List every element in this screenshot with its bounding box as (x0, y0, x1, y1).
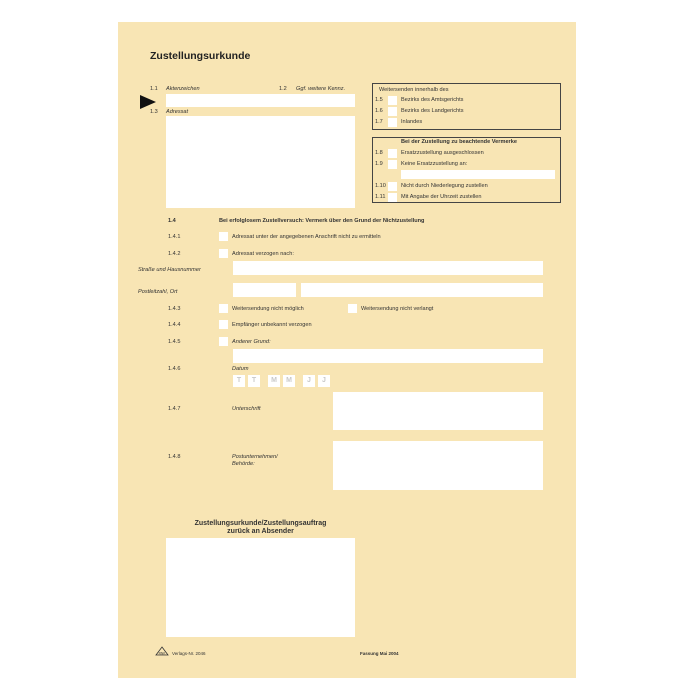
section-1-4-number: 1.4 (168, 218, 176, 224)
row-1-4-2-label: Adressat verzogen nach: (232, 251, 294, 257)
forwarding-box (372, 83, 561, 130)
checkbox-1-4-4[interactable] (219, 320, 228, 329)
checkbox-1-5[interactable] (388, 96, 397, 105)
sender-address-box[interactable] (166, 538, 355, 637)
no-substitute-recipient-input[interactable] (401, 170, 555, 179)
city-label: Postleitzahl, Ort (138, 289, 178, 295)
date-label: Datum (232, 366, 249, 372)
file-number-input[interactable] (166, 94, 355, 107)
postal-company-input[interactable] (333, 441, 543, 490)
checkbox-1-8[interactable] (388, 149, 397, 158)
row-1-4-7-number: 1.4.7 (168, 406, 181, 412)
forwarding-heading: Weitersenden innerhalb des (379, 87, 449, 93)
form-version: Fassung Mai 2004 (360, 651, 399, 656)
checkbox-1-11[interactable] (388, 193, 397, 202)
note-1-9-label: Keine Ersatzzustellung an: (401, 161, 468, 167)
field-1-2-number: 1.2 (279, 86, 287, 92)
checkbox-1-6[interactable] (388, 107, 397, 116)
checkbox-1-4-1[interactable] (219, 232, 228, 241)
street-label: Straße und Hausnummer (138, 267, 201, 273)
publisher-logo-text: RNK (158, 651, 166, 656)
publisher-logo-icon (155, 646, 169, 656)
forwarding-1-5-label: Bezirks des Amtsgerichts (401, 97, 464, 103)
row-1-4-6-number: 1.4.6 (168, 366, 181, 372)
postal-company-label-line1: Postunternehmen/ (232, 454, 278, 460)
row-1-4-1-label: Adressat unter der angegebenen Anschrift nicht zu ermitteln (232, 234, 381, 240)
form-sheet (118, 22, 576, 678)
note-1-10-label: Nicht durch Niederlegung zustellen (401, 183, 488, 189)
row-1-4-8-number: 1.4.8 (168, 454, 181, 460)
checkbox-1-9[interactable] (388, 160, 397, 169)
note-1-11-number: 1.11 (375, 194, 386, 200)
date-cell-day-1[interactable]: T (233, 375, 245, 387)
row-1-4-4-label: Empfänger unbekannt verzogen (232, 322, 312, 328)
delivery-notes-box (372, 137, 561, 203)
forwarding-1-6-number: 1.6 (375, 108, 383, 114)
checkbox-1-4-3-b[interactable] (348, 304, 357, 313)
forwarding-1-6-label: Bezirks des Landgerichts (401, 108, 464, 114)
row-1-4-2-number: 1.4.2 (168, 251, 181, 257)
section-1-4-heading: Bei erfolglosem Zustellversuch: Vermerk über den Grund der Nichtzustellung (219, 218, 425, 224)
field-1-2-label: Ggf. weitere Kennz. (296, 86, 346, 92)
note-1-9-number: 1.9 (375, 161, 383, 167)
date-cell-year-1[interactable]: J (303, 375, 315, 387)
checkbox-1-4-5[interactable] (219, 337, 228, 346)
signature-label: Unterschrift (232, 406, 261, 412)
checkbox-1-4-2[interactable] (219, 249, 228, 258)
note-1-11-label: Mit Angabe der Uhrzeit zustellen (401, 194, 482, 200)
row-1-4-3-number: 1.4.3 (168, 306, 181, 312)
row-1-4-5-label: Anderer Grund: (232, 339, 271, 345)
other-reason-input[interactable] (233, 349, 543, 363)
postal-code-input[interactable] (233, 283, 296, 297)
row-1-4-3-label-b: Weitersendung nicht verlangt (361, 306, 434, 312)
date-cell-year-2[interactable]: J (318, 375, 330, 387)
date-cell-month-2[interactable]: M (283, 375, 295, 387)
arrow-marker-icon (140, 95, 156, 109)
row-1-4-4-number: 1.4.4 (168, 322, 181, 328)
field-1-3-number: 1.3 (150, 109, 158, 115)
form-title: Zustellungsurkunde (150, 50, 251, 62)
addressee-input[interactable] (166, 116, 355, 208)
city-input[interactable] (301, 283, 543, 297)
checkbox-1-10[interactable] (388, 182, 397, 191)
row-1-4-5-number: 1.4.5 (168, 339, 181, 345)
forwarding-1-7-number: 1.7 (375, 119, 383, 125)
note-1-8-number: 1.8 (375, 150, 383, 156)
return-heading-line2: zurück an Absender (227, 528, 294, 535)
forwarding-1-5-number: 1.5 (375, 97, 383, 103)
checkbox-1-7[interactable] (388, 118, 397, 127)
return-heading-line1: Zustellungsurkunde/Zustellungsauftrag (194, 520, 327, 527)
date-cell-day-2[interactable]: T (248, 375, 260, 387)
delivery-notes-heading: Bei der Zustellung zu beachtende Vermerke (401, 139, 517, 145)
field-1-3-label: Adressat (166, 109, 189, 115)
signature-input[interactable] (333, 392, 543, 430)
postal-company-label-line2: Behörde: (232, 461, 255, 467)
row-1-4-3-label-a: Weitersendung nicht möglich (232, 306, 304, 312)
street-input[interactable] (233, 261, 543, 275)
field-1-1-number: 1.1 (150, 86, 158, 92)
checkbox-1-4-3-a[interactable] (219, 304, 228, 313)
publisher-number: Verlags-Nr. 2046 (172, 651, 206, 656)
note-1-8-label: Ersatzzustellung ausgeschlossen (401, 150, 484, 156)
date-cell-month-1[interactable]: M (268, 375, 280, 387)
row-1-4-1-number: 1.4.1 (168, 234, 181, 240)
field-1-1-label: Aktenzeichen (166, 86, 200, 92)
forwarding-1-7-label: Inlandes (401, 119, 423, 125)
note-1-10-number: 1.10 (375, 183, 386, 189)
